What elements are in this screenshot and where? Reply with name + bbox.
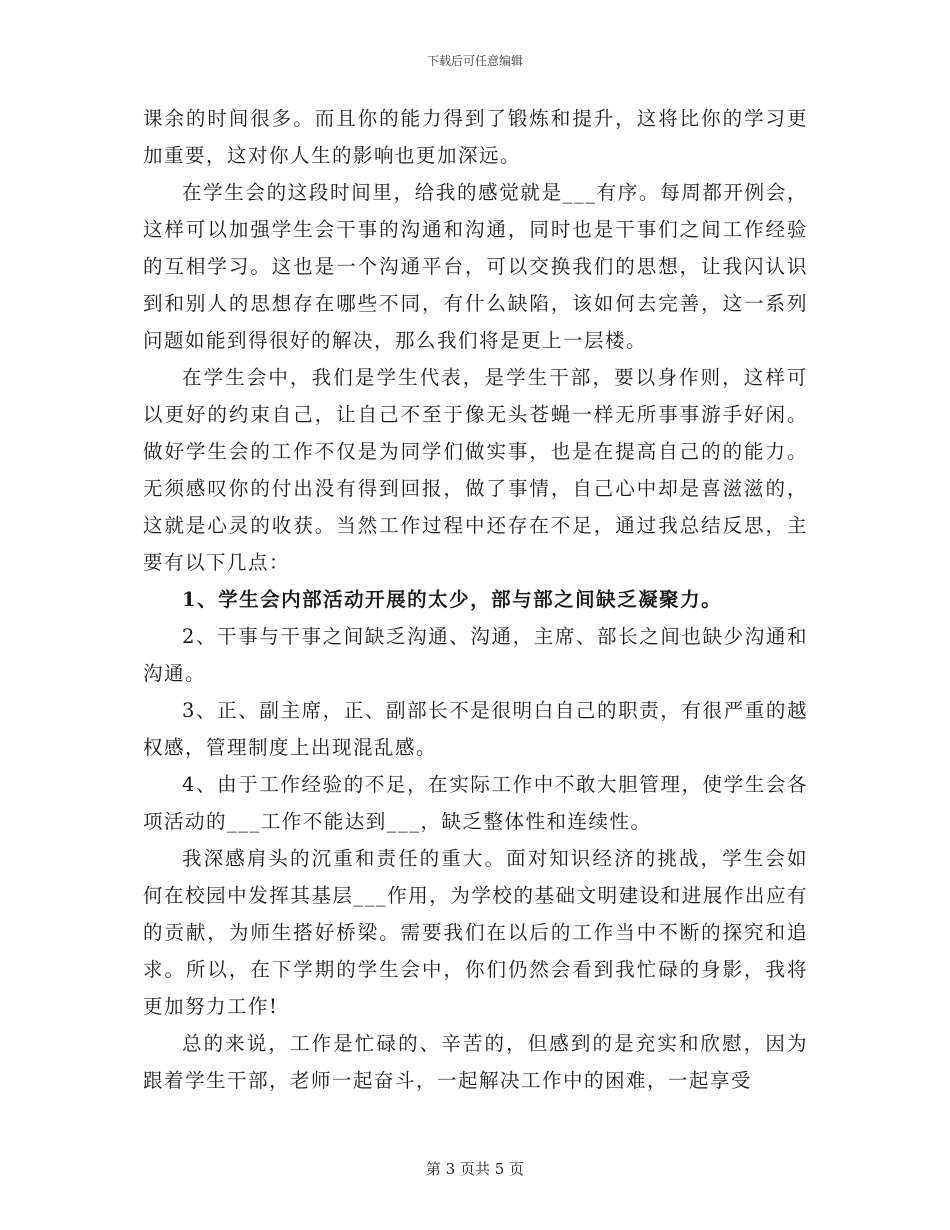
list-item-3: 3、正、副主席，正、副部长不是很明白自己的职责，有很严重的越权感，管理制度上出现混乱感。 xyxy=(143,699,808,759)
paragraph-3: 在学生会中，我们是学生代表，是学生干部，要以身作则，这样可以更好的约束自己，让自己不至于像无头苍蝇一样无所事事游手好闲。做好学生会的工作不仅是为同学们做实事，也是在提高自己的的能力。无须感叹你的付出没有得到回报，做了事情，自己心中却是喜滋滋的，这就是心灵的收获。当然工作过程中还存在不足，通过我总结反思，主要有以下几点： xyxy=(143,366,808,574)
list-item-1: 1、学生会内部活动开展的太少，部与部之间缺乏凝聚力。 xyxy=(182,588,723,611)
list-item-2: 2、干事与干事之间缺乏沟通、沟通，主席、部长之间也缺少沟通和沟通。 xyxy=(143,625,808,685)
page-header: 下载后可任意编辑 xyxy=(426,54,523,68)
paragraph-2: 在学生会的这段时间里，给我的感觉就是___有序。每周都开例会，这样可以加强学生会干事的沟通和沟通，同时也是干事们之间工作经验的互相学习。这也是一个沟通平台，可以交换我们的思想，让我闪认识到和别人的思想存在哪些不同，有什么缺陷，该如何去完善，这一系列问题如能到得很好的解决，那么我们将是更上一层楼。 xyxy=(143,181,808,352)
list-item-4: 4、由于工作经验的不足，在实际工作中不敢大胆管理，使学生会各项活动的___工作不能达到___，缺乏整体性和连续性。 xyxy=(143,773,808,833)
paragraph-4: 我深感肩头的沉重和责任的重大。面对知识经济的挑战，学生会如何在校园中发挥其基层___作用，为学校的基础文明建设和进展作出应有的贡献，为师生搭好桥梁。需要我们在以后的工作当中不断的探究和追求。所以，在下学期的学生会中，你们仍然会看到我忙碌的身影，我将更加努力工作! xyxy=(143,847,808,1018)
document-body xyxy=(143,100,808,1099)
paragraph-5: 总的来说，工作是忙碌的、辛苦的，但感到的是充实和欣慰，因为跟着学生干部，老师一起奋斗，一起解决工作中的困难，一起享受 xyxy=(143,1032,808,1092)
paragraph-1: 课余的时间很多。而且你的能力得到了锻炼和提升，这将比你的学习更加重要，这对你人生的影响也更加深远。 xyxy=(143,107,808,167)
page-number-footer: 第 3 页共 5 页 xyxy=(425,1160,525,1178)
